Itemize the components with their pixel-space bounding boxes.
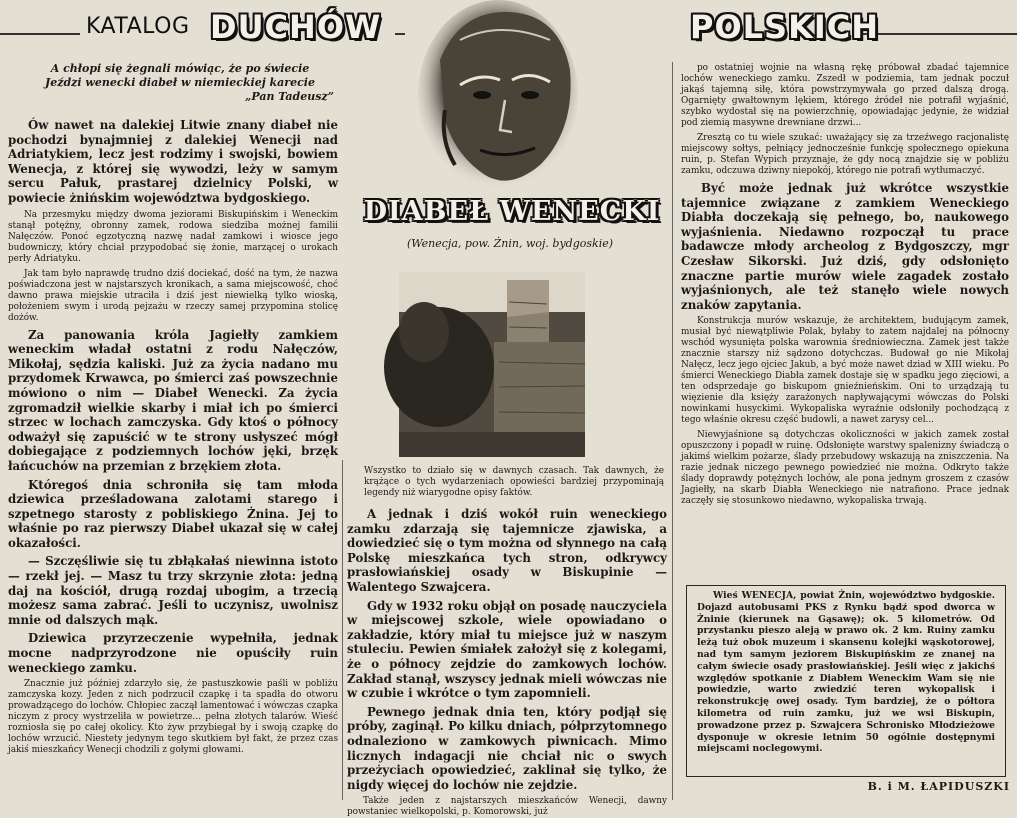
info-box (686, 585, 1006, 777)
header-rule-left (0, 33, 80, 35)
katalog-heading: KATALOG (86, 14, 190, 39)
paragraph: A jednak i dziś wokół ruin weneckiego zamku zdarzają się tajemnicze zjawiska, a dowiedzieć się o tym można od słynnego na całą Polskę mieszkańca tych stron, odkrywcy prasłowiańskiej osady w Biskupinie — Walentego Szwajcera. (347, 507, 667, 594)
article-location: (Wenecja, pow. Żnin, woj. bydgoskie) (406, 237, 614, 250)
epigraph-source: „Pan Tadeusz” (245, 90, 334, 103)
duchow-heading: DUCHÓW (210, 8, 382, 46)
paragraph: Któregoś dnia schroniła się tam młoda dziewica prześladowana zalotami starego i szpetnego starosty z pobliskiego Żnina. Jej to właśnie po raz pierwszy Diabeł ukazał się w całej okazałości. (8, 477, 338, 550)
paragraph: Niewyjaśnione są dotychczas okoliczności w jakich zamek został opuszczony i popadł w ruinę. Odsłonięte warstwy spalenizny świadczą o jakimś wielkim pożarze, ślady przebudowy wskazują na zniszczenia. Na razie jednak niczego pewnego powiedzieć nie można. Odkryto także ślady doprawdy potężnych lochów, ale pona jednym groszem z czasów Jagiełły, na skarb Diabła Weneckiego nie natrafiono. Prace jednak zaczęły się stosunkowo niedawno, wykopaliska trwają. (681, 430, 1009, 507)
byline: B. i M. ŁAPIDUSZKI (867, 780, 1010, 793)
article-title: DIABEŁ WENECKI (363, 196, 661, 227)
paragraph: — Szczęśliwie się tu zbłąkałaś niewinna istoto — rzekł jej. — Masz tu trzy skrzynie złota: jedną daj na kościół, drugą rozdaj ubogim, a trzecią możesz sama zabrać. Jeśli to uczynisz, uwolnisz mnie od dalszych mąk. (8, 554, 338, 627)
devil-portrait-illustration (400, 0, 590, 200)
paragraph: Jak tam było naprawdę trudno dziś dociekać, dość na tym, że nazwa poświadczona jest w najstarszych kronikach, a sama miejscowość, choć dawno prawa miejskie utraciła i dziś jest niewielką tylko wioską, położeniem swym i urodą pejzażu w rzeczy samej przypomina stolicę dożów. (8, 268, 338, 323)
paragraph: Na przesmyku między dwoma jeziorami Biskupińskim i Weneckim stanął potężny, obronny zamek, rodowa siedziba możnej familii Nałęczów. Ponoć egzotyczną nazwę nadał zamkowi i wiosce jego budowniczy, który chciał przypodobać się żonie, marzącej o urokach perły Adriatyku. (8, 209, 338, 264)
photo-caption: Wszystko to działo się w dawnych czasach. Tak dawnych, że krążące o tych wydarzeniach opowieści bardziej przypominają legendy niż wiarygodne opisy faktów. (364, 466, 664, 498)
right-column (681, 63, 1009, 583)
polskich-heading: POLSKICH (690, 8, 880, 46)
info-box-text: Wieś WENECJA, powiat Żnin, województwo bydgoskie. Dojazd autobusami PKS z Rynku bądź spod dworca w Żninie (kierunek na Gąsawę); ok. 5 kilometrów. Od przystanku pieszo aleją w prawo ok. 2 km. Ruiny zamku leżą tuż obok muzeum i skansenu kolejki wąskotorowej, nad tym samym jeziorem Biskupińskim ze znanej na całym świecie osady prasłowiańskiej. Jeśli więc z jakichś względów spotkanie z Diabłem Weneckim Wam się nie powiedzie, warto zwiedzić teren wykopalisk i rekonstrukcję owej osady. Tym bardziej, że o półtora kilometra od ruin zamku, już we wsi Biskupin, prowadzone przez p. Szwajcera Schronisko Młodzieżowe dysponuje w okresie letnim 50 ogólnie dostępnymi miejscami noclegowymi. (697, 590, 995, 755)
paragraph: Znacznie już później zdarzyło się, że pastuszkowie paśli w pobliżu zamczyska kozy. Jeden z nich podrzucił czapkę i ta spadła do otworu prowadzącego do lochów. Chłopiec zaczął lamentować i wówczas czapka niczym z procy wystrzeliła w powietrze... pełna złotych talarów. Wieść rozniosła się po całej okolicy. Kto żyw przybiegał by i swoją czapkę do lochów wrzucić. Niestety jedynym tego skutkiem był fakt, że przez czas jakiś mieszkańcy Wenecji chodzili z gołymi głowami. (8, 679, 338, 756)
epigraph-line-2: Jeździ wenecki diabeł w niemieckiej karecie (45, 76, 315, 89)
paragraph: Gdy w 1932 roku objął on posadę nauczyciela w miejscowej szkole, wiele opowiadano o zakładzie, który miał tu miejsce już w naszym stuleciu. Pewien śmiałek założył się z kolegami, że o północy zejdzie do zamkowych lochów. Zakład stanął, wszyscy jednak mieli wówczas nie w czubie i wkrótce o tym zapomnieli. (347, 598, 667, 701)
paragraph: Zresztą co tu wiele szukać: uważający się za trzeźwego racjonalistę miejscowy sołtys, pełniący jednocześnie funkcję społecznego opiekuna ruin, p. Stefan Wypich przyznaje, że gdy nocą znajdzie się w pobliżu zamku, odczuwa dziwny niepokój, którego nie potrafi wytłumaczyć. (681, 133, 1009, 176)
separator-right (672, 62, 673, 800)
paragraph: Być może jednak już wkrótce wszystkie tajemnice związane z zamkiem Weneckiego Diabła doczekają się pełnego, bo, naukowego wyjaśnienia. Niedawno rozpoczął tu prace badawcze młody archeolog z Bydgoszczy, mgr Czesław Sikorski. Już dziś, gdy odsłonięto znaczne partie murów wiele zagadek zostało wyjaśnionych, ale też stanęło wiele nowych znaków zapytania. (681, 181, 1009, 312)
header-rule-right (860, 33, 1017, 35)
paragraph: po ostatniej wojnie na własną rękę próbował zbadać tajemnice lochów weneckiego zamku. Zszedł w podziemia, tam jednak poczuł jakąś tajemną siłę, która powstrzymywała go przed dalszą drogą. Ogarnięty gwałtownym lękiem, którego źródeł nie potrafił wyjaśnić, szybko wydostał się na powierzchnię, opowiadając jedynie, że widział pod ziemią masywne drewniane drzwi... (681, 63, 1009, 128)
middle-column (347, 507, 667, 818)
paragraph: Ów nawet na dalekiej Litwie znany diabeł nie pochodzi bynajmniej z dalekiej Wenecji nad Adriatykiem, lecz jest rodzimy i swojski, bowiem Wenecja, z której się wywodzi, leży w samym sercu Pałuk, prastarej dzielnicy Polski, w powiecie żnińskim województwa bydgoskiego. (8, 118, 338, 205)
paragraph: Także jeden z najstarszych mieszkańców Wenecji, dawny powstaniec wielkopolski, p. Komorowski, już (347, 796, 667, 818)
epigraph-line-1: A chłopi się żegnali mówiąc, że po świecie (50, 62, 310, 75)
paragraph: Konstrukcja murów wskazuje, że architektem, budującym zamek, musiał być niewątpliwie Polak, byłaby to zatem najdalej na północny wschód wysunięta polska warownia średniowieczna. Zamek jest także znacznie starszy niż sądzono dotychczas. Budował go nie Mikołaj Nałęcz, lecz jego ojciec Jakub, a być może nawet dziad w XIII wieku. Po śmierci Weneckiego Diabła zamek dostaje się w spadku jego zięciowi, a ten odsprzedaje go biskupom gnieźnieńskim. Oni to urządzają tu więzienie dla księży zarażonych napływającymi wówczas do Polski nowinkami husyckimi. Wykopaliska wyraźnie odsłoniły pochodzącą z tego właśnie okresu część budowli, a nawet zarysy cel... (681, 316, 1009, 426)
separator-left (342, 460, 343, 800)
paragraph: Za panowania króla Jagiełły zamkiem weneckim władał ostatni z rodu Nałęczów, Mikołaj, sędzia kaliski. Już za życia nadano mu przydomek Krwawca, po śmierci zaś powszechnie mówiono o nim — Diabeł Wenecki. Za życia zgromadził wielkie skarby i miał ich po śmierci strzec w lochach zamczyska. Gdy ktoś o północy odważył się zapuścić w te strony usłyszeć mógł dobiegające z podziemnych lochów jęki, brzęk łańcuchów na przemian z brzękiem złota. (8, 327, 338, 473)
castle-ruins-photo (399, 272, 585, 457)
paragraph: Dziewica przyrzeczenie wypełniła, jednak mocne nadprzyrodzone nie opuściły ruin weneckiego zamku. (8, 631, 338, 675)
paragraph: Pewnego jednak dnia ten, który podjął się próby, zaginął. Po kilku dniach, półprzytomnego odnaleziono w zamkowych piwnicach. Mimo licznych indagacji nie chciał nic o swych przeżyciach opowiedzieć, zaklinał się tylko, że nigdy więcej do lochów nie zejdzie. (347, 704, 667, 792)
left-column (8, 118, 338, 798)
epigraph (22, 62, 338, 104)
